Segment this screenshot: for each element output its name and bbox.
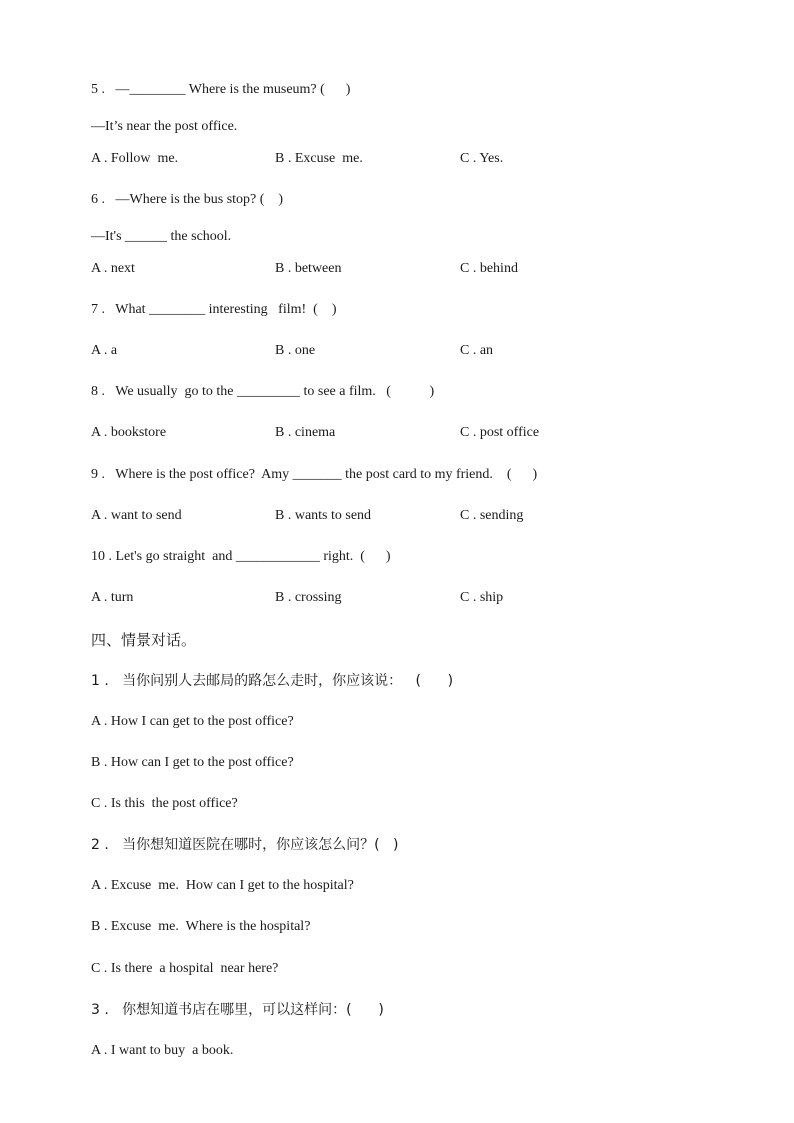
q10-option-c: C . ship [460, 590, 504, 605]
q9-stem: 9 . Where is the post office? Amy _______ the post card to my friend. ( ) [91, 467, 538, 482]
q8-option-b: B . cinema [275, 425, 336, 440]
s4-q1-option-a: A . How I can get to the post office? [91, 714, 294, 729]
q6-stem: 6 . —Where is the bus stop? ( ) [91, 192, 284, 207]
q5-stem: 5 . —________ Where is the museum? ( ) [91, 82, 351, 97]
s4-q1-option-b: B . How can I get to the post office? [91, 755, 294, 770]
q10-stem: 10 . Let's go straight and ____________ right. ( ) [91, 549, 391, 564]
q8-option-c: C . post office [460, 425, 540, 440]
q7-stem: 7 . What ________ interesting film! ( ) [91, 302, 337, 317]
q5-option-a: A . Follow me. [91, 151, 179, 166]
section-4-title: 四、情景对话。 [91, 631, 197, 649]
s4-q3-stem: 3 . 你想知道书店在哪里，可以这样问：( ) [91, 1002, 384, 1018]
q8-stem: 8 . We usually go to the _________ to see a film. ( ) [91, 384, 435, 399]
q6-option-b: B . between [275, 261, 342, 276]
s4-q3-option-a: A . I want to buy a book. [91, 1043, 234, 1058]
s4-q1-option-c: C . Is this the post office? [91, 796, 238, 811]
q6-option-c: C . behind [460, 261, 518, 276]
q9-option-c: C . sending [460, 508, 524, 523]
q9-option-a: A . want to send [91, 508, 182, 523]
s4-q2-stem: 2 . 当你想知道医院在哪时，你应该怎么问？( ) [91, 837, 399, 853]
s4-q1-stem: 1 . 当你问别人去邮局的路怎么走时，你应该说： ( ) [91, 673, 454, 689]
q6-option-a: A . next [91, 261, 135, 276]
q10-option-b: B . crossing [275, 590, 342, 605]
s4-q2-option-b: B . Excuse me. Where is the hospital? [91, 919, 311, 934]
s4-q2-option-c: C . Is there a hospital near here? [91, 961, 279, 976]
q7-option-b: B . one [275, 343, 316, 358]
q5-option-b: B . Excuse me. [275, 151, 363, 166]
s4-q2-option-a: A . Excuse me. How can I get to the hospital? [91, 878, 354, 893]
q10-option-a: A . turn [91, 590, 134, 605]
q9-option-b: B . wants to send [275, 508, 372, 523]
q5-option-c: C . Yes. [460, 151, 504, 166]
q7-option-c: C . an [460, 343, 494, 358]
q7-option-a: A . a [91, 343, 118, 358]
q6-answer-line: —It's ______ the school. [91, 229, 232, 244]
q8-option-a: A . bookstore [91, 425, 167, 440]
q5-answer-line: —It’s near the post office. [91, 119, 238, 134]
